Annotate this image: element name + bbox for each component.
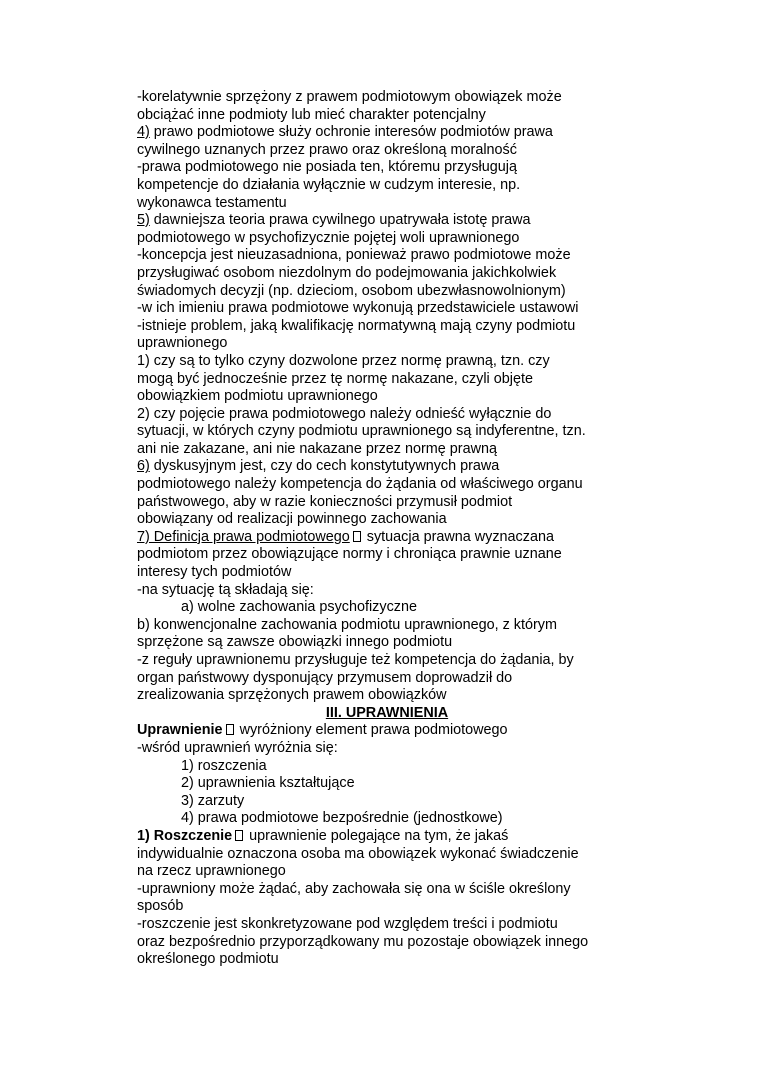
- text-line: sytuacji, w których czyny podmiotu uprawnionego są indyferentne, tzn.: [137, 423, 586, 440]
- text-line: obciążać inne podmioty lub mieć charakter potencjalny: [137, 106, 486, 123]
- text-line: zrealizowania sprzężonych prawem obowiązków: [137, 687, 447, 704]
- text-line: -istnieje problem, jaką kwalifikację normatywną mają czyny podmiotu: [137, 317, 576, 334]
- text-line: [137, 722, 637, 740]
- text-line: sposób: [137, 898, 184, 915]
- text-line: -prawa podmiotowego nie posiada ten, któremu przysługują: [137, 159, 517, 176]
- arrow-placeholder-icon: [353, 531, 361, 542]
- text-line: -w ich imieniu prawa podmiotowe wykonują przedstawiciele ustawowi: [137, 300, 579, 317]
- definition-heading: 7) Definicja prawa podmiotowego: [137, 528, 350, 545]
- arrow-placeholder-icon: [235, 830, 243, 841]
- text-line: na rzecz uprawnionego: [137, 863, 286, 880]
- text-line: państwowego, aby w razie konieczności przymusił podmiot: [137, 493, 513, 510]
- line-text: dawniejsza teoria prawa cywilnego upatrywała istotę prawa: [149, 212, 531, 229]
- text-line: [137, 529, 637, 547]
- text-line: sprzężone są zawsze obowiązki innego podmiotu: [137, 634, 453, 651]
- text-line: obowiązany od realizacji powinnego zachowania: [137, 511, 447, 528]
- text-line: mogą być jednocześnie przez tę normę nakazane, czyli objęte: [137, 370, 533, 387]
- text-line: -na sytuację tą składają się:: [137, 581, 314, 598]
- text-line: uprawnionego: [137, 335, 228, 352]
- text-line: [137, 212, 637, 230]
- text-line: organ państwowy dysponujący przymusem doprowadził do: [137, 669, 513, 686]
- list-item: 1) roszczenia: [181, 757, 267, 774]
- text-line: świadomych decyzji (np. dzieciom, osobom ubezwłasnowolnionym): [137, 282, 566, 299]
- line-text: wyróżniony element prawa podmiotowego: [235, 722, 508, 739]
- text-line: podmiotowego w psychofizycznie pojętej woli uprawnionego: [137, 229, 520, 246]
- point-number: 6): [137, 458, 150, 475]
- text-line: 1) czy są to tylko czyny dozwolone przez normę prawną, tzn. czy: [137, 352, 550, 369]
- term-heading: Uprawnienie: [137, 722, 223, 739]
- text-line: ani nie zakazane, ani nie nakazane przez normę prawną: [137, 440, 497, 457]
- text-line: [137, 124, 637, 142]
- text-line: a) wolne zachowania psychofizyczne: [181, 599, 417, 616]
- line-text: prawo podmiotowe służy ochronie interesów podmiotów prawa: [149, 124, 553, 141]
- text-line: wykonawca testamentu: [137, 194, 287, 211]
- text-line: [137, 828, 637, 846]
- term-heading: 1) Roszczenie: [137, 827, 233, 844]
- text-line: cywilnego uznanych przez prawo oraz określoną moralność: [137, 141, 517, 158]
- text-line: -wśród uprawnień wyróżnia się:: [137, 739, 338, 756]
- text-line: oraz bezpośrednio przyporządkowany mu pozostaje obowiązek innego: [137, 933, 589, 950]
- list-item: 3) zarzuty: [181, 792, 245, 809]
- line-text: sytuacja prawna wyznaczana: [362, 528, 554, 545]
- text-line: 2) czy pojęcie prawa podmiotowego należy odnieść wyłącznie do: [137, 405, 552, 422]
- text-line: kompetencje do działania wyłącznie w cudzym interesie, np.: [137, 176, 521, 193]
- text-line: [137, 458, 637, 476]
- list-item: 2) uprawnienia kształtujące: [181, 775, 355, 792]
- text-line: -uprawniony może żądać, aby zachowała się ona w ściśle określony: [137, 880, 571, 897]
- text-line: -koncepcja jest nieuzasadniona, ponieważ prawo podmiotowe może: [137, 247, 571, 264]
- text-line: indywidualnie oznaczona osoba ma obowiązek wykonać świadczenie: [137, 845, 579, 862]
- line-text: uprawnienie polegające na tym, że jakaś: [245, 827, 509, 844]
- text-line: obowiązkiem podmiotu uprawnionego: [137, 388, 378, 405]
- list-item: 4) prawa podmiotowe bezpośrednie (jednostkowe): [181, 810, 503, 827]
- text-line: -z reguły uprawnionemu przysługuje też kompetencja do żądania, by: [137, 652, 574, 668]
- point-number: 5): [137, 212, 150, 229]
- section-title: III. UPRAWNIENIA: [325, 704, 449, 721]
- text-line: przysługiwać osobom niezdolnym do podejmowania jakichkolwiek: [137, 264, 557, 281]
- line-text: dyskusyjnym jest, czy do cech konstytutywnych prawa: [149, 458, 500, 475]
- text-line: określonego podmiotu: [137, 951, 279, 968]
- text-line: interesy tych podmiotów: [137, 564, 292, 581]
- point-number: 4): [137, 124, 150, 141]
- text-line: -korelatywnie sprzężony z prawem podmiotowym obowiązek może: [137, 89, 562, 105]
- arrow-placeholder-icon: [226, 724, 234, 735]
- text-line: -roszczenie jest skonkretyzowane pod względem treści i podmiotu: [137, 915, 558, 932]
- text-line: b) konwencjonalne zachowania podmiotu uprawnionego, z którym: [137, 616, 557, 633]
- text-line: podmiotowego należy kompetencja do żądania od właściwego organu: [137, 476, 583, 493]
- text-line: podmiotom przez obowiązujące normy i chroniąca prawnie uznane: [137, 546, 562, 563]
- document-text: [137, 89, 637, 969]
